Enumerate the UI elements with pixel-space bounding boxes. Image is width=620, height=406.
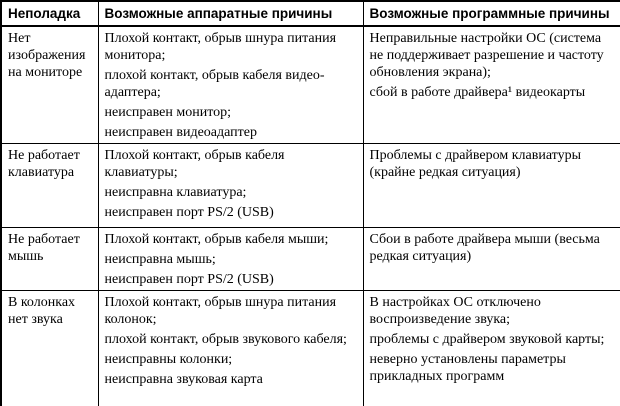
software-causes-cell: [363, 26, 620, 144]
hardware-cause: плохой контакт, обрыв кабеля видео-адаптера;: [104, 68, 325, 100]
problem-cell: [1, 26, 98, 144]
hardware-cause: неисправна звуковая карта: [104, 372, 263, 387]
table-row: [1, 26, 620, 144]
header-row: [1, 1, 620, 26]
hardware-cause: неисправна мышь;: [104, 252, 216, 267]
problem-text: Нет изображения на мониторе: [8, 31, 86, 80]
table-row: [1, 291, 620, 406]
problem-text: Не работает клавиатура: [8, 148, 80, 180]
software-cause: Неправильные настройки ОС (система не поддерживает разрешение и частоту обновления экрана);: [369, 31, 604, 80]
software-cause: сбой в работе драйвера¹ видеокарты: [369, 85, 586, 100]
hardware-causes-cell: [98, 291, 363, 406]
hardware-cause: неисправен монитор;: [104, 105, 232, 120]
header-cell-problem: Неполадка: [1, 1, 98, 26]
hardware-causes-cell: [98, 26, 363, 144]
hardware-cause: Плохой контакт, обрыв кабеля мыши;: [104, 232, 329, 247]
hardware-cause: плохой контакт, обрыв звукового кабеля;: [104, 332, 347, 347]
hardware-causes-cell: [98, 144, 363, 228]
header-cell-hardware-causes: Возможные аппаратные причины: [98, 1, 363, 26]
hardware-cause: неисправен порт PS/2 (USB): [104, 205, 274, 220]
hardware-cause: неисправен видеоадаптер: [104, 125, 257, 140]
header-cell-software-causes: Возможные программные причины: [363, 1, 620, 26]
software-cause: проблемы с драйвером звуковой карты;: [369, 332, 605, 347]
problem-cell: [1, 291, 98, 406]
hardware-cause: Плохой контакт, обрыв шнура питания колонок;: [104, 295, 337, 327]
hardware-cause: неисправны колонки;: [104, 352, 233, 367]
software-cause: Сбои в работе драйвера мыши (весьма редкая ситуация): [369, 232, 600, 264]
software-cause: Проблемы с драйвером клавиатуры (крайне редкая ситуация): [369, 148, 582, 180]
table-row: [1, 144, 620, 228]
hardware-cause: Плохой контакт, обрыв шнура питания монитора;: [104, 31, 337, 63]
hardware-cause: неисправна клавиатура;: [104, 185, 247, 200]
table-row: [1, 228, 620, 291]
problem-cell: [1, 228, 98, 291]
software-cause: В настройках ОС отключено воспроизведение звука;: [369, 295, 541, 327]
software-causes-cell: [363, 228, 620, 291]
hardware-cause: неисправен порт PS/2 (USB): [104, 272, 274, 287]
software-causes-cell: [363, 144, 620, 228]
problem-cell: [1, 144, 98, 228]
hardware-cause: Плохой контакт, обрыв кабеля клавиатуры;: [104, 148, 285, 180]
software-cause: неверно установлены параметры прикладных программ: [369, 352, 566, 384]
problem-text: Не работает мышь: [8, 232, 80, 264]
problem-text: В колонках нет звука: [8, 295, 76, 327]
software-causes-cell: [363, 291, 620, 406]
hardware-causes-cell: [98, 228, 363, 291]
